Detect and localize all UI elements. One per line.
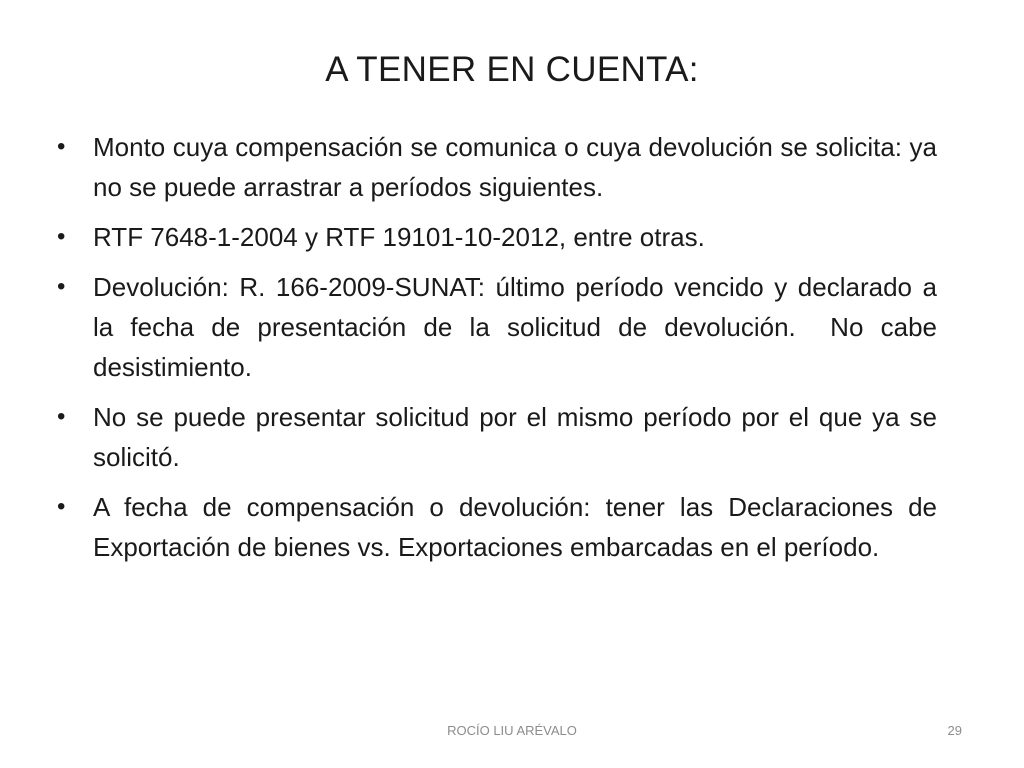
page-number: 29: [947, 723, 962, 738]
bullet-item: [52, 267, 945, 387]
slide-title: A TENER EN CUENTA:: [325, 50, 699, 89]
footer-author: ROCÍO LIU ARÉVALO: [447, 723, 577, 738]
bullet-marker: •: [57, 273, 66, 300]
bullet-text: Monto cuya compensación se comunica o cuya devolución se solicita: ya no se puede arrastrar a períodos siguientes.: [93, 132, 937, 202]
bullet-text: No se puede presentar solicitud por el mismo período por el que ya se solicitó.: [93, 402, 937, 472]
bullet-marker: •: [57, 223, 66, 250]
bullet-marker: •: [57, 403, 66, 430]
bullet-marker: •: [57, 493, 66, 520]
bullet-item: [52, 487, 937, 567]
bullet-item: [52, 397, 937, 477]
bullet-text: A fecha de compensación o devolución: tener las Declaraciones de Exportación de bienes vs. Exportaciones embarcadas en el período.: [93, 492, 937, 562]
bullet-item: [52, 127, 937, 207]
bullet-list: [52, 127, 945, 577]
bullet-text: RTF 7648-1-2004 y RTF 19101-10-2012, entre otras.: [93, 222, 705, 252]
bullet-item: [52, 217, 937, 257]
bullet-text: Devolución: R. 166-2009-SUNAT: último período vencido y declarado a la fecha de presentación de la solicitud de devolución. No cabe desistimiento.: [93, 272, 945, 382]
bullet-marker: •: [57, 133, 66, 160]
